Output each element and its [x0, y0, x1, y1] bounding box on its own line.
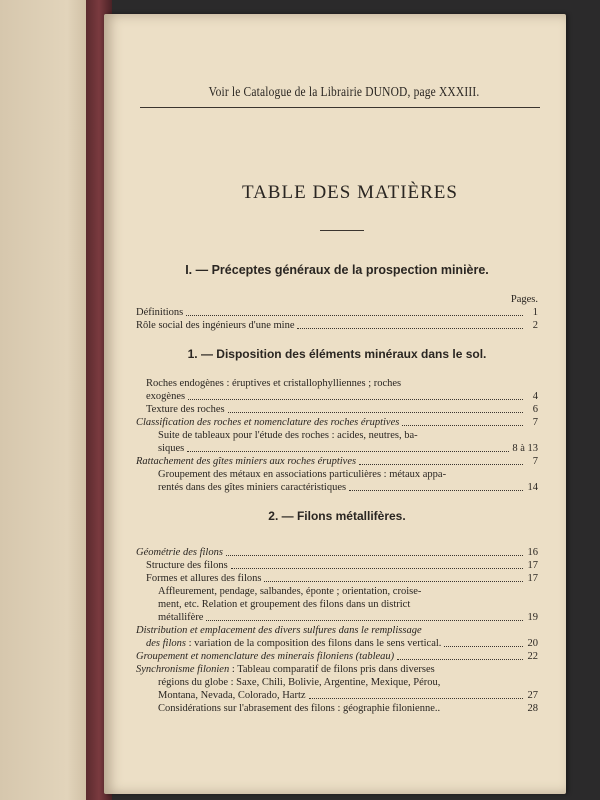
page-title: TABLE DES MATIÈRES: [242, 182, 458, 203]
toc-entry: Roches endogènes : éruptives et cristallophylliennes ; roches exogènes 4: [146, 378, 538, 402]
toc-entry: Considérations sur l'abrasement des filons : géographie filonienne.. 28: [158, 703, 538, 714]
header-rule: [140, 107, 540, 108]
toc-entry: Formes et allures des filons 17: [146, 573, 538, 584]
toc-entry: Suite de tableaux pour l'étude des roches : acides, neutres, ba- siques 8 à 13: [158, 430, 538, 454]
title-rule: [320, 230, 364, 231]
toc-entry: Groupement des métaux en associations particulières : métaux appa- rentés dans des gîtes miniers caractéristiques 14: [158, 469, 538, 493]
pages-label: Pages.: [510, 294, 538, 305]
toc-entry: Synchronisme filonien : Tableau comparatif de filons pris dans diverses régions du globe : Saxe, Chili, Bolivie, Argentine, Mexique, Pérou, Montana, Nevada, Colorado, Hartz 27: [136, 664, 538, 701]
catalogue-header: Voir le Catalogue de la Librairie DUNOD, page XXXIII.: [208, 84, 480, 99]
toc-entry: Rôle social des ingénieurs d'une mine 2: [136, 320, 538, 331]
section-heading: 1. — Disposition des éléments minéraux dans le sol.: [187, 347, 487, 361]
part-heading: I. — Préceptes généraux de la prospection minière.: [185, 263, 489, 277]
toc-entry: Distribution et emplacement des divers sulfures dans le remplissage des filons : variation de la composition des filons dans le sens vertical. 20: [136, 625, 538, 649]
toc-entry: Rattachement des gîtes miniers aux roches éruptives 7: [136, 456, 538, 467]
toc-entry: Géométrie des filons 16: [136, 547, 538, 558]
toc-entry: Définitions 1: [136, 307, 538, 318]
toc-entry: Texture des roches 6: [146, 404, 538, 415]
book-page: [104, 14, 566, 794]
toc-entry: Groupement et nomenclature des minerais filoniens (tableau) 22: [136, 651, 538, 662]
toc-entry: Affleurement, pendage, salbandes, éponte ; orientation, croise- ment, etc. Relation et groupement des filons dans un district métallifère 19: [158, 586, 538, 623]
toc-entry: Structure des filons 17: [146, 560, 538, 571]
toc-entry: Classification des roches et nomenclature des roches éruptives 7: [136, 417, 538, 428]
toc-content: [136, 264, 538, 715]
section-heading: 2. — Filons métallifères.: [268, 509, 406, 523]
